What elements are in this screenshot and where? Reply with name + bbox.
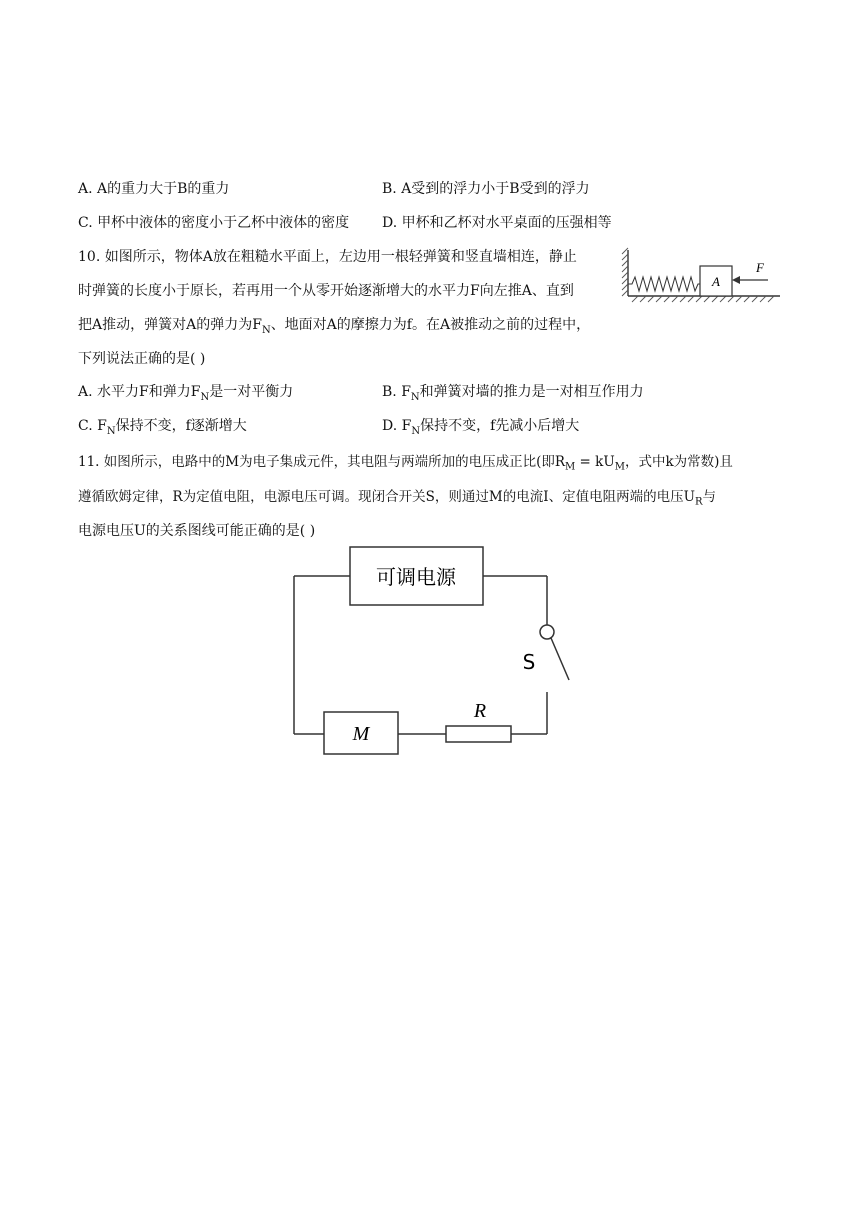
q9-option-a: A. A的重力大于B的重力: [78, 181, 230, 197]
q10-option-b-text: B. F: [382, 384, 411, 400]
q10-option-d-rest: 保持不变，f先减小后增大: [420, 418, 580, 434]
q10-option-b-sub: N: [410, 391, 420, 403]
switch-label: S: [522, 650, 536, 674]
q10-stem-line-3-sub: N: [261, 324, 271, 336]
q10-option-b-rest: 和弹簧对墙的推力是一对相互作用力: [419, 384, 644, 400]
block-a-label: A: [712, 274, 720, 289]
q11-line2-sub: R: [694, 496, 703, 508]
q10-stem-line-3: [78, 315, 590, 341]
q11-line1-sub2: M: [614, 461, 625, 473]
q11-line2-a: 遵循欧姆定律，R为定值电阻，电源电压可调。现闭合开关S，则通过M的电流I、定值电阻两端的电压U: [78, 489, 695, 505]
q10-option-c-sub: N: [106, 425, 116, 437]
q11-line2-b: 与: [702, 489, 716, 505]
q10-option-d: [382, 416, 579, 442]
resistor-r: [446, 726, 511, 742]
power-source-label: 可调电源: [376, 565, 456, 589]
switch-pivot: [540, 625, 554, 639]
q10-stem-line-3-a: 把A推动，弹簧对A的弹力为F: [78, 317, 262, 333]
q11-stem-line-1: [78, 452, 733, 478]
q11-line1-c: ，式中k为常数)且: [624, 454, 733, 470]
q10-stem-line-4: 下列说法正确的是( ): [78, 351, 206, 367]
q10-stem-line-2: 时弹簧的长度小于原长，若再用一个从零开始逐渐增大的水平力F向左推A、直到: [78, 283, 574, 299]
force-label: F: [756, 260, 764, 275]
q9-option-c: C. 甲杯中液体的密度小于乙杯中液体的密度: [78, 215, 350, 231]
q9-option-b: B. A受到的浮力小于B受到的浮力: [382, 181, 590, 197]
q10-option-a-sub: N: [200, 391, 210, 403]
q9-option-d: D. 甲杯和乙杯对水平桌面的压强相等: [382, 215, 612, 231]
q10-option-c: [78, 416, 247, 442]
q10-spring-figure: [620, 244, 782, 306]
q10-option-a: [78, 382, 293, 408]
q10-option-d-text: D. F: [382, 418, 412, 434]
q10-stem-line-1: 10. 如图所示，物体A放在粗糙水平面上，左边用一根轻弹簧和竖直墙相连，静止: [78, 249, 577, 265]
q10-option-b: [382, 382, 644, 408]
force-arrowhead: [732, 276, 740, 284]
q11-stem-line-2: [78, 487, 716, 513]
q10-option-a-rest: 是一对平衡力: [209, 384, 294, 400]
q11-stem-line-3: 电源电压U的关系图线可能正确的是( ): [78, 523, 316, 539]
switch-blade: [551, 638, 569, 680]
q10-stem-line-3-b: 、地面对A的摩擦力为f。在A被推动之前的过程中，: [270, 317, 591, 333]
q11-circuit-diagram: [288, 542, 588, 762]
q10-option-c-rest: 保持不变，f逐渐增大: [115, 418, 247, 434]
q11-line1-a: 11. 如图所示，电路中的M为电子集成元件，其电阻与两端所加的电压成正比(即R: [78, 454, 566, 470]
q11-line1-sub1: M: [565, 461, 576, 473]
element-m-label: M: [352, 723, 370, 745]
spring: [628, 277, 700, 291]
q10-option-a-text: A. 水平力F和弹力F: [78, 384, 201, 400]
q10-option-d-sub: N: [411, 425, 421, 437]
q10-option-c-text: C. F: [78, 418, 107, 434]
resistor-r-label: R: [473, 700, 487, 722]
q11-line1-b: = kU: [575, 454, 615, 470]
